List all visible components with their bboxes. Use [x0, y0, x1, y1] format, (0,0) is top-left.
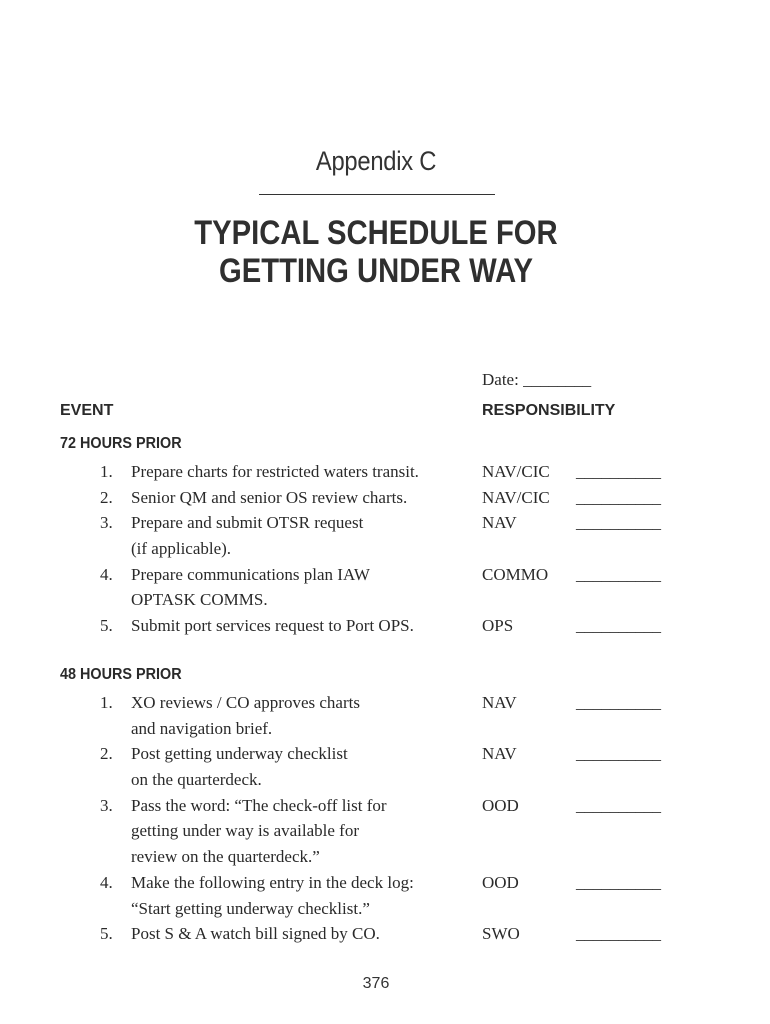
item-text-line: Prepare communications plan IAW [131, 564, 370, 584]
date-field: Date: ________ [482, 370, 592, 389]
signoff-blank: __________ [576, 744, 661, 764]
schedule-item [0, 690, 770, 741]
signoff-blank: __________ [576, 564, 661, 584]
item-responsibility: SWO [482, 924, 520, 944]
schedule-item [0, 510, 770, 561]
item-responsibility: NAV/CIC [482, 462, 550, 481]
item-responsibility: OOD [482, 795, 519, 815]
signoff-blank: __________ [576, 616, 661, 636]
responsibility-column-header: RESPONSIBILITY [482, 402, 616, 419]
item-number: 2. [100, 487, 113, 507]
item-responsibility: OOD [482, 872, 519, 892]
signoff-blank: __________ [576, 513, 661, 533]
signoff-blank: __________ [576, 872, 661, 892]
signoff-blank: __________ [576, 924, 661, 944]
item-responsibility: NAV/CIC [482, 487, 550, 507]
title-rule [259, 194, 495, 195]
item-text-line: and navigation brief. [131, 718, 273, 738]
title-line-1: TYPICAL SCHEDULE FOR [194, 214, 558, 252]
page-number: 376 [362, 975, 390, 992]
item-responsibility: OPS [482, 616, 514, 636]
item-number: 1. [100, 462, 113, 481]
item-text-line: Submit port services request to Port OPS. [131, 616, 414, 636]
item-text-line: review on the quarterdeck.” [131, 847, 320, 867]
item-text-line: Post S & A watch bill signed by CO. [131, 924, 380, 944]
item-text-line: Make the following entry in the deck log: [131, 872, 414, 892]
item-number: 4. [100, 872, 113, 892]
item-number: 4. [100, 564, 113, 584]
item-text-line: Senior QM and senior OS review charts. [131, 487, 408, 507]
signoff-blank: __________ [576, 462, 661, 481]
item-responsibility: NAV [482, 513, 517, 533]
schedule-item [0, 793, 770, 870]
item-text-line: (if applicable). [131, 539, 232, 559]
item-number: 5. [100, 924, 113, 944]
item-text-line: Post getting underway checklist [131, 744, 348, 764]
schedule-item [0, 562, 770, 613]
item-text-line: on the quarterdeck. [131, 770, 262, 790]
item-text-line: OPTASK COMMS. [131, 590, 268, 610]
item-text-line: “Start getting underway checklist.” [131, 898, 370, 918]
item-text-line: Prepare and submit OTSR request [131, 513, 364, 533]
schedule-item [0, 741, 770, 792]
signoff-blank: __________ [576, 795, 661, 815]
item-text-line: XO reviews / CO approves charts [131, 693, 360, 712]
item-text-line: getting under way is available for [131, 821, 360, 841]
event-column-header: EVENT [60, 402, 114, 419]
schedule-item [0, 870, 770, 921]
page-title [53, 214, 700, 290]
item-text-line: Pass the word: “The check-off list for [131, 795, 387, 815]
item-number: 3. [100, 513, 113, 533]
appendix-label: Appendix C [315, 146, 437, 176]
signoff-blank: __________ [576, 487, 661, 507]
item-responsibility: COMMO [482, 564, 549, 584]
section-title: 48 HOURS PRIOR [60, 666, 182, 683]
item-number: 2. [100, 744, 113, 764]
schedule-item [0, 459, 770, 485]
schedule-item [0, 921, 770, 947]
signoff-blank: __________ [576, 693, 661, 712]
item-number: 3. [100, 795, 113, 815]
schedule-item [0, 485, 770, 511]
title-line-2: GETTING UNDER WAY [218, 252, 534, 290]
item-responsibility: NAV [482, 693, 517, 712]
item-number: 5. [100, 616, 113, 636]
item-number: 1. [100, 693, 113, 712]
item-text-line: Prepare charts for restricted waters transit. [131, 462, 419, 481]
schedule-item [0, 613, 770, 639]
section-title: 72 HOURS PRIOR [60, 435, 182, 452]
item-responsibility: NAV [482, 744, 517, 764]
